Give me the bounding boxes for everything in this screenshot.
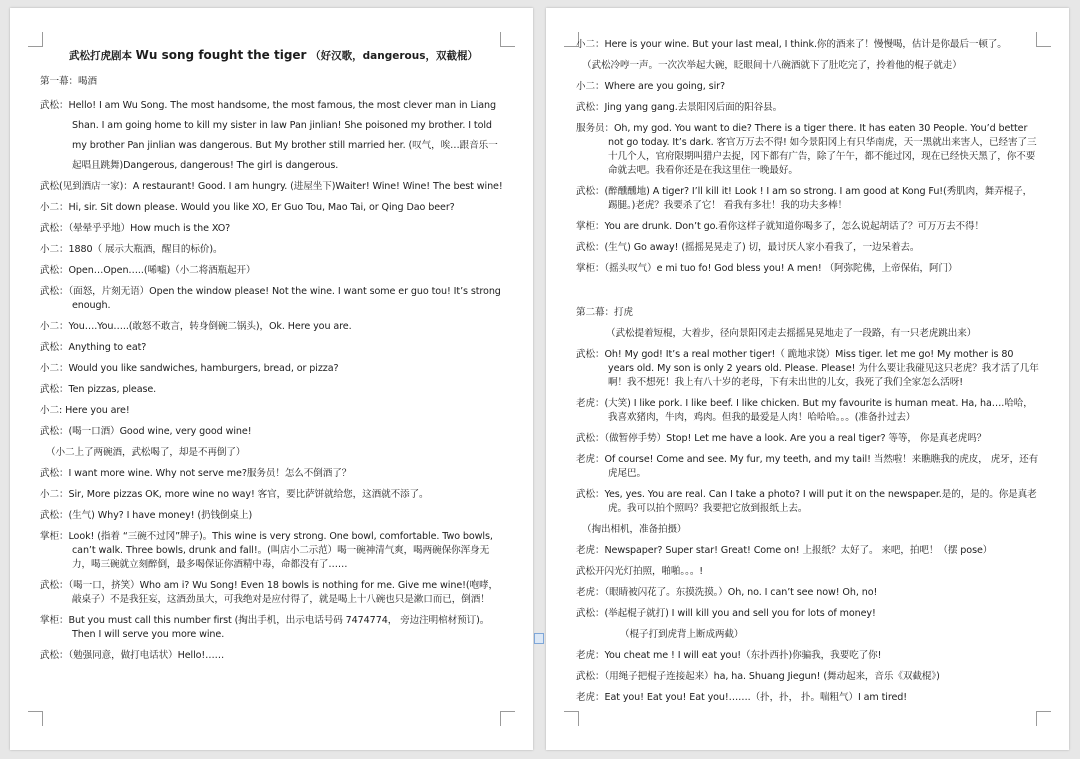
- script-line: （棍子打到虎背上断成两截）: [620, 629, 744, 640]
- script-line: 掌柜：Look! (指着 “三碗不过冈”牌子)。This wine is very strong. One bowl, comfortable. Two bowls, can’t walk. Three bowls, drunk and fall!。(叫店小二示范）喝一碗神清气爽，喝两碗保你浑身无力，喝三碗就立刻醉倒，最多喝保证你酒精中毒，命都没有了……: [40, 531, 493, 570]
- script-line: 武松：(醉醺醺地) A tiger? I’ll kill it! Look ! I am so strong. I am good at Kong Fu!(秀肌肉，舞弄棍子，踢腿。)老虎？我要杀了它！ 看我有多壮！我的功夫多棒！: [576, 186, 1033, 211]
- script-line: 老虎：Newspaper? Super star! Great! Come on! 上报纸？太好了。 来吧，拍吧！（摆 pose）: [576, 545, 993, 556]
- script-line: 武松：（用绳子把棍子连接起来）ha, ha. Shuang Jiegun! (舞动起来，音乐《双截棍》): [576, 671, 940, 682]
- title-cn: 武松打虎剧本: [69, 50, 133, 62]
- script-line: 老虎：（眼睛被闪花了。东摸洗摸。）Oh, no. I can’t see now! Oh, no!: [576, 587, 878, 598]
- script-line: 武松：（面怒，片刻无语）Open the window please! Not the wine. I want some er guo tou! It’s strong enough.: [40, 286, 501, 311]
- script-line: （小二上了两碗酒，武松喝了，却是不再倒了）: [46, 447, 246, 458]
- script-line: 武松：Oh! My god! It’s a real mother tiger!（ 跪地求饶）Miss tiger. let me go! My mother is 80 years old. My son is only 2 years old. Please. Please! 为什么要让我碰见这只老虎？我才活了几年啊！我不想死！我上有八十岁的老母，下有未出世的儿女，我死了我们全家怎么活呀!: [576, 349, 1039, 388]
- script-line: 小二：Where are you going, sir?: [576, 81, 725, 92]
- script-line: 第二幕：打虎: [576, 307, 633, 318]
- script-line: 武松：(举起棍子就打) I will kill you and sell you for lots of money!: [576, 608, 876, 619]
- script-line: （武松提着短棍，大着步，径向景阳冈走去摇摇晃晃地走了一段路，有一只老虎跳出来）: [606, 328, 977, 339]
- script-line: 武松：（喝一口，挤笑）Who am i? Wu Song! Even 18 bowls is nothing for me. Give me wine!(咆哮，敲桌子）不是我狂妄，这酒劲虽大，可我绝对是应付得了，就是喝上十八碗也只是漱口而已，倒酒！: [40, 580, 499, 605]
- blank-line: [576, 283, 1039, 299]
- script-line: 小二：Sir, More pizzas OK, more wine no way! 客官，要比萨饼就给您，这酒就不添了。: [40, 489, 429, 500]
- script-line: 掌柜：（摇头叹气）e mi tuo fo! God bless you! A men! （阿弥陀佛，上帝保佑，阿门）: [576, 263, 958, 274]
- script-line: 武松：(喝一口酒）Good wine, very good wine!: [40, 426, 252, 437]
- script-line: 武松(见到酒店一家)：A restaurant! Good. I am hungry. (进屋坐下)Waiter! Wine! Wine! The best wine!: [40, 181, 503, 192]
- script-line: （武松冷哼一声。一次次举起大碗，眨眼间十八碗酒就下了肚吃完了，拎着他的棍子就走）: [582, 60, 962, 71]
- document-page-left: [10, 8, 533, 750]
- script-line: 老虎：(大笑) I like pork. I like beef. I like chicken. But my favourite is human meat. Ha, ha….哈哈，我喜欢猪肉，牛肉，鸡肉。但我的最爱是人肉！哈哈哈。。。(准备扑过去）: [576, 398, 1033, 423]
- script-line: 老虎：You cheat me ! I will eat you!（东扑西扑)你骗我，我要吃了你!: [576, 650, 882, 661]
- script-line: 武松：I want more wine. Why not serve me?服务员！怎么不倒酒了？: [40, 468, 352, 479]
- script-line: 小二: Here you are!: [40, 405, 130, 416]
- title-en: Wu song fought the tiger: [135, 48, 307, 62]
- title-note: （好汉歌，dangerous，双截棍）: [310, 50, 478, 62]
- script-line: 武松：（做暂停手势）Stop! Let me have a look. Are you a real tiger? 等等， 你是真老虎吗？: [576, 433, 987, 444]
- script-line: 小二：Would you like sandwiches, hamburgers, bread, or pizza?: [40, 363, 339, 374]
- script-line: 武松：Yes, yes. You are real. Can I take a photo? I will put it on the newspaper.是的，是的。你是真老虎。我可以拍个照吗？我要把它放到报纸上去。: [576, 489, 1037, 514]
- crop-mark: [1036, 711, 1051, 726]
- script-line: 武松：Open…Open…..(唏嘘)（小二将酒瓶起开）: [40, 265, 256, 276]
- script-line: 老虎：Eat you! Eat you! Eat you!…….（扑，扑， 扑。喘粗气）I am tired!: [576, 692, 908, 703]
- script-line: 掌柜：But you must call this number first (掏出手机，出示电话号码 7474774， 旁边注明棺材预订)。Then I will serve you more wine.: [40, 615, 490, 640]
- crop-mark: [500, 711, 515, 726]
- document-title: [40, 48, 507, 63]
- script-line: 服务员：Oh, my god. You want to die? There is a tiger there. It has eaten 30 People. You’d better not go today. It’s dark. 客官万万去不得! 如今景阳冈上有只华南虎，天一黑就出来害人，已经害了三十几个人，官府限期叫猎户去捉，冈下都有广告，除了午午，都不能过冈，现在已经快天黑了，你不要命就去吧。我看你还是在我这里住一晚最好。: [576, 123, 1037, 176]
- script-line: 武松：(生气) Why? I have money! (扔钱倒桌上): [40, 510, 253, 521]
- script-line: 武松：Ten pizzas, please.: [40, 384, 157, 395]
- script-line: 武松：（勉强同意，做打电话状）Hello!……: [40, 650, 225, 661]
- script-line: 掌柜：You are drunk. Don’t go.看你这样子就知道你喝多了，怎么说起胡话了？可万万去不得！: [576, 221, 984, 232]
- script-line: 老虎：Of course! Come and see. My fur, my teeth, and my tail! 当然啦！来瞧瞧我的虎皮， 虎牙，还有虎尾巴。: [576, 454, 1039, 479]
- script-line: 武松开闪光灯拍照，啪啪。。。!: [576, 566, 704, 577]
- crop-mark: [28, 711, 43, 726]
- script-lines: [576, 38, 1039, 705]
- script-line: （掏出相机，准备拍摄）: [582, 524, 687, 535]
- script-line: 小二：Here is your wine. But your last meal, I think.你的酒来了！慢慢喝，估计是你最后一顿了。: [576, 39, 1007, 50]
- script-line: 小二：1880（ 展示大瓶酒，醒目的标价)。: [40, 244, 223, 255]
- page-content[interactable]: [40, 44, 507, 670]
- script-line: 武松：（晕晕乎乎地）How much is the XO?: [40, 223, 231, 234]
- script-line: 第一幕：喝酒: [40, 76, 97, 87]
- script-line: 武松：(生气) Go away! (摇摇晃晃走了) 切，最讨厌人家小看我了，一边呆着去。: [576, 242, 920, 253]
- script-line: 武松：Jing yang gang.去景阳冈后面的阳谷县。: [576, 102, 783, 113]
- script-line: 小二：You….You…..(敢怒不敢言，转身倒碗二锅头)，Ok. Here you are.: [40, 321, 352, 332]
- page-content[interactable]: [576, 38, 1039, 712]
- script-lines: [40, 75, 507, 663]
- page-break-icon: [534, 633, 544, 644]
- script-line: 武松：Hello! I am Wu Song. The most handsome, the most famous, the most clever man in Liang Shan. I am going home to kill my sister in law Pan jinlian! She poisoned my brother. I told my brother Pan jinlian was dangerous. But My brother still married her. (叹气，唉…跟音乐一起唱且跳舞)Dangerous, dangerous! The girl is dangerous.: [40, 100, 498, 171]
- crop-mark: [564, 711, 579, 726]
- document-page-right: [546, 8, 1069, 750]
- script-line: 小二：Hi, sir. Sit down please. Would you like XO, Er Guo Tou, Mao Tai, or Qing Dao beer?: [40, 202, 455, 213]
- script-line: 武松：Anything to eat?: [40, 342, 147, 353]
